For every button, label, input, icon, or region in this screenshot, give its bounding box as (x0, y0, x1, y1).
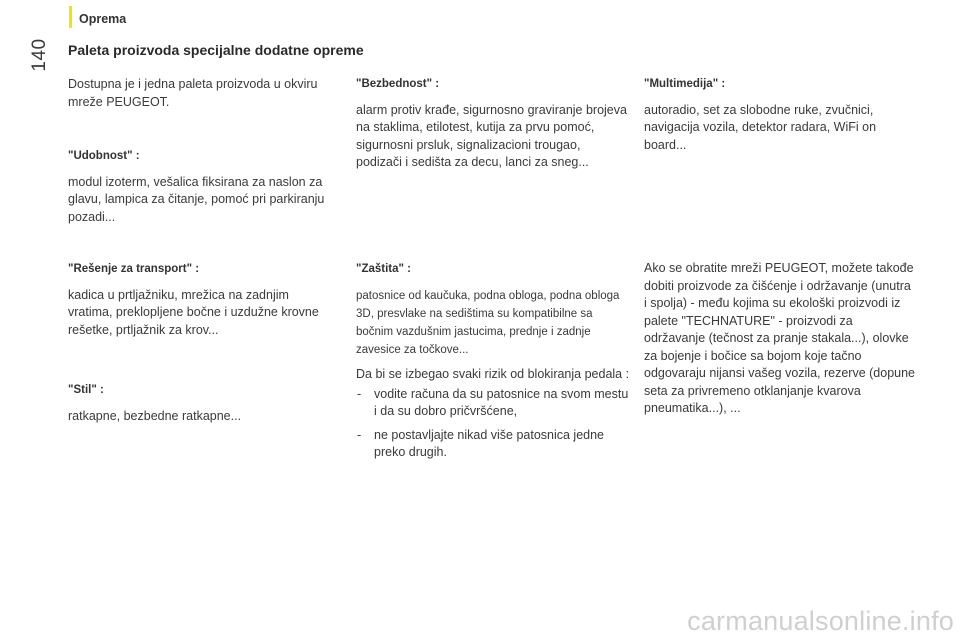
transport-label: "Rešenje za transport" : (68, 263, 200, 275)
section-heading: Oprema (79, 12, 127, 26)
multimedia-block (644, 76, 916, 154)
protection-label: "Zaštita" : (356, 263, 411, 275)
pedal-warning-block (356, 366, 632, 468)
protection-block (356, 261, 628, 359)
multimedia-text: autoradio, set za slobodne ruke, zvučnici, navigacija vozila, detektor radara, WiFi on board... (644, 102, 877, 152)
style-label: "Stil" : (68, 384, 104, 396)
network-block (644, 260, 916, 418)
page-number: 140 (29, 38, 50, 72)
pedal-intro: Da bi se izbegao svaki rizik od blokiranja pedala : (356, 367, 630, 381)
watermark: carmanualsonline.info (687, 606, 954, 636)
style-text: ratkapne, bezbedne ratkapne... (68, 408, 242, 423)
comfort-label: "Udobnost" : (68, 150, 140, 162)
comfort-block (68, 148, 333, 226)
pedal-list (356, 386, 632, 462)
page-title: Paleta proizvoda specijalne dodatne opreme (68, 42, 364, 58)
intro-text: Dostupna je i jedna paleta proizvoda u okviru mreže PEUGEOT. (68, 77, 318, 109)
multimedia-label: "Multimedija" : (644, 78, 726, 90)
network-text: Ako se obratite mreži PEUGEOT, možete takođe dobiti proizvode za čišćenje i održavanje (unutra i spolja) - među kojima su ekološki proizvodi iz palete "TECHNATURE" - proizvodi za održavanje (tečnost za pranje stakala...), olovke za bojenje i bočice sa bojom koje tačno odgovaraju nijansi vašeg vozila, rezerve (dopune seta za privremeno otklanjanje kvarova pneumatika...), ... (644, 261, 915, 415)
list-item: - vodite računa da su patosnice na svom mestu i da su dobro pričvršćene, (356, 386, 632, 421)
safety-text: alarm protiv krađe, sigurnosno graviranje brojeva na staklima, etilotest, kutija za prvu pomoć, sigurnosni prsluk, signalizacioni trougao, podizači i sedišta za decu, lanci za sneg... (356, 102, 627, 169)
section-accent-bar (69, 6, 72, 28)
safety-label: "Bezbednost" : (356, 78, 440, 90)
safety-block (356, 76, 628, 172)
list-item: - ne postavljajte nikad više patosnica jedne preko drugih. (356, 427, 632, 462)
transport-text: kadica u prtljažniku, mrežica na zadnjim vratima, preklopljene bočne i uzdužne krovne rešetke, prtljažnik za krov... (68, 287, 319, 337)
intro-paragraph (68, 76, 333, 111)
comfort-text: modul izoterm, vešalica fiksirana za naslon za glavu, lampica za čitanje, pomoć pri parkiranju pozadi... (68, 174, 325, 224)
style-block (68, 382, 333, 425)
protection-text: patosnice od kaučuka, podna obloga, podna obloga 3D, presvlake na sedištima su kompatibilne sa bočnim vazdušnim jastucima, prednje i zadnje zavesice za točkove... (356, 289, 620, 356)
transport-block (68, 261, 333, 339)
